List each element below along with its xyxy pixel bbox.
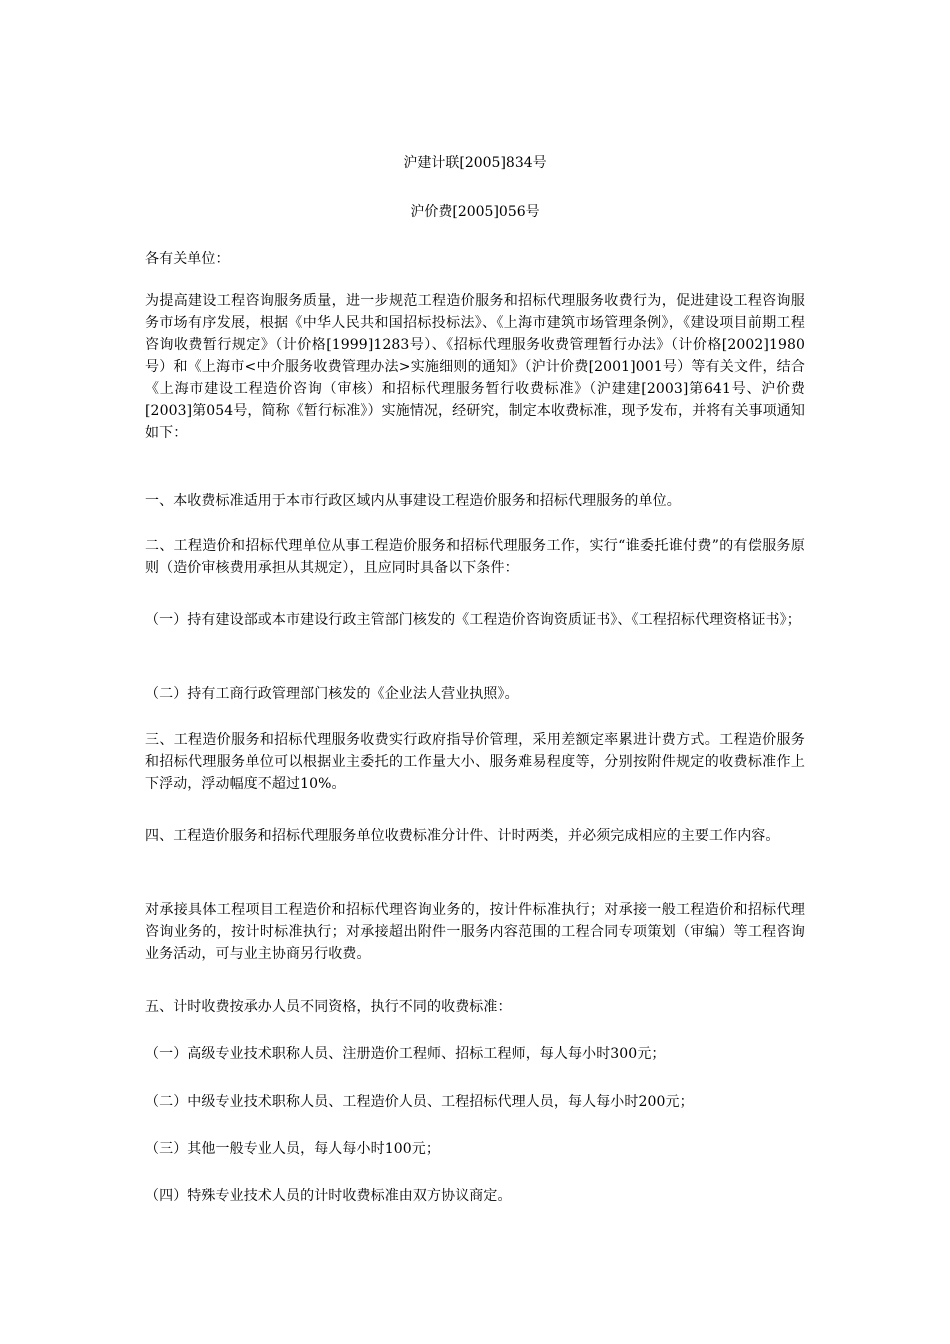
clause-2: 二、工程造价和招标代理单位从事工程造价服务和招标代理服务工作，实行“谁委托谁付费”的有偿服务原则（造价审核费用承担从其规定），且应同时具备以下条件： <box>145 538 805 576</box>
clause-5-rate-4: （四）特殊专业技术人员的计时收费标准由双方协议商定。 <box>145 1188 512 1204</box>
clause-5-rate-3: （三）其他一般专业人员，每人每小时100元； <box>145 1141 440 1157</box>
clause-4-note: 对承接具体工程项目工程造价和招标代理咨询业务的，按计件标准执行；对承接一般工程造价和招标代理咨询业务的，按计时标准执行；对承接超出附件一服务内容范围的工程合同专项策划（审编）等工程咨询业务活动，可与业主协商另行收费。 <box>145 902 805 962</box>
clause-4: 四、工程造价服务和招标代理服务单位收费标准分计件、计时两类，并必须完成相应的主要工作内容。 <box>145 828 780 844</box>
clause-5: 五、计时收费按承办人员不同资格，执行不同的收费标准： <box>145 999 512 1015</box>
clause-2-condition-1: （一）持有建设部或本市建设行政主管部门核发的《工程造价咨询资质证书》、《工程招标代理资格证书》； <box>145 612 801 628</box>
document-number-construction: 沪建计联[2005]834号 <box>403 155 547 171</box>
clause-1: 一、本收费标准适用于本市行政区域内从事建设工程造价服务和招标代理服务的单位。 <box>145 493 681 509</box>
salutation: 各有关单位： <box>145 251 230 267</box>
clause-5-rate-2: （二）中级专业技术职称人员、工程造价人员、工程招标代理人员，每人每小时200元； <box>145 1094 694 1110</box>
clause-2-condition-2: （二）持有工商行政管理部门核发的《企业法人营业执照》。 <box>145 686 519 702</box>
intro-paragraph: 为提高建设工程咨询服务质量，进一步规范工程造价服务和招标代理服务收费行为，促进建设工程咨询服务市场有序发展，根据《中华人民共和国招标投标法》、《上海市建筑市场管理条例》，《建设项目前期工程咨询收费暂行规定》（计价格[1999]1283号）、《招标代理服务收费管理暂行办法》（计价格[2002]1980号）和《上海市<中介服务收费管理办法>实施细则的通知》（沪计价费[2001]001号）等有关文件，结合《上海市建设工程造价咨询（审核）和招标代理服务暂行收费标准》（沪建建[2003]第641号、沪价费[2003]第054号，简称《暂行标准》）实施情况，经研究，制定本收费标准，现予发布，并将有关事项通知如下： <box>145 293 805 441</box>
clause-3: 三、工程造价服务和招标代理服务收费实行政府指导价管理，采用差额定率累进计费方式。工程造价服务和招标代理服务单位可以根据业主委托的工作量大小、服务难易程度等，分别按附件规定的收费标准作上下浮动，浮动幅度不超过10%。 <box>145 732 805 792</box>
document-number-pricing: 沪价费[2005]056号 <box>410 204 540 220</box>
clause-5-rate-1: （一）高级专业技术职称人员、注册造价工程师、招标工程师，每人每小时300元； <box>145 1046 666 1062</box>
